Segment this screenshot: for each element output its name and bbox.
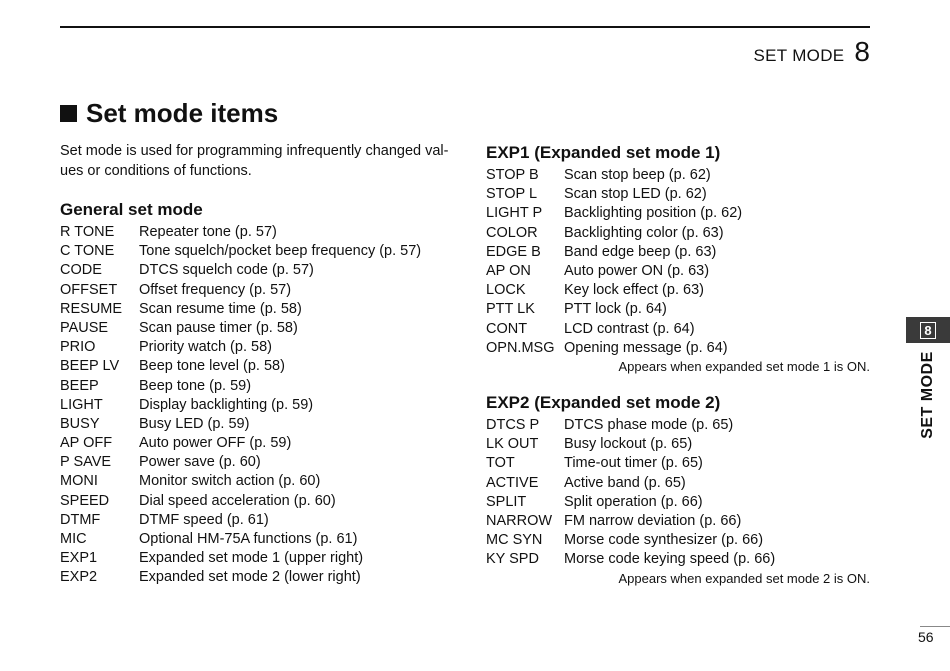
item-description: FM narrow deviation (p. 66)	[564, 512, 742, 529]
item-description: Busy lockout (p. 65)	[564, 436, 693, 453]
list-item	[60, 492, 421, 511]
list-item	[60, 281, 421, 300]
list-item	[60, 549, 421, 568]
item-code: DTMF	[60, 511, 101, 528]
item-code: BEEP	[60, 377, 99, 394]
item-code: LIGHT	[60, 396, 103, 413]
item-description: Time-out timer (p. 65)	[564, 455, 703, 472]
list-item	[486, 435, 870, 454]
item-code: OPN.MSG	[486, 339, 555, 356]
list-item	[486, 300, 870, 319]
item-description: Active band (p. 65)	[564, 474, 686, 491]
list-item	[486, 185, 870, 204]
item-code: AP OFF	[60, 435, 113, 452]
list-item	[60, 568, 421, 587]
item-description: Backlighting color (p. 63)	[564, 224, 724, 241]
list-item	[60, 434, 421, 453]
item-description: Scan resume time (p. 58)	[139, 300, 302, 317]
list-item	[486, 474, 870, 493]
item-description: Expanded set mode 1 (upper right)	[139, 550, 364, 567]
list-item	[60, 357, 421, 376]
item-code: NARROW	[486, 512, 553, 529]
side-tab-label: SET MODE	[919, 351, 936, 439]
item-code: MC SYN	[486, 532, 543, 549]
item-code: EDGE B	[486, 243, 541, 260]
item-code: KY SPD	[486, 551, 539, 568]
exp2-set-mode	[486, 392, 870, 586]
list-item	[486, 320, 870, 339]
item-description: Band edge beep (p. 63)	[564, 243, 717, 260]
exp1-title: EXP1 (Expanded set mode 1)	[486, 143, 721, 162]
list-item	[486, 166, 870, 185]
list-item	[486, 262, 870, 281]
item-description: Beep tone level (p. 58)	[139, 358, 285, 375]
item-description: Offset frequency (p. 57)	[139, 281, 292, 298]
exp2-item-list	[486, 416, 870, 570]
top-rule	[60, 26, 870, 28]
item-code: BEEP LV	[60, 358, 120, 375]
list-item	[60, 261, 421, 280]
chapter-label: SET MODE	[753, 46, 845, 65]
page-number-rule	[920, 626, 950, 627]
chapter-side-tab	[906, 317, 950, 439]
chapter-number: 8	[854, 36, 870, 67]
item-description: Display backlighting (p. 59)	[139, 396, 314, 413]
item-description: DTCS phase mode (p. 65)	[564, 417, 734, 433]
side-tab-number: 8	[920, 322, 936, 339]
list-item	[486, 224, 870, 243]
item-code: STOP B	[486, 167, 539, 183]
list-item	[60, 472, 421, 491]
item-code: LK OUT	[486, 436, 539, 453]
item-code: PTT LK	[486, 301, 535, 318]
item-description: Scan stop LED (p. 62)	[564, 186, 707, 203]
list-item	[486, 531, 870, 550]
list-item	[60, 530, 421, 549]
item-code: STOP L	[486, 186, 538, 203]
item-description: Beep tone (p. 59)	[139, 377, 252, 394]
item-code: AP ON	[486, 262, 531, 279]
item-code: OFFSET	[60, 281, 118, 298]
item-code: DTCS P	[486, 417, 540, 433]
list-item	[486, 416, 870, 435]
page-number: 56	[918, 629, 934, 645]
item-description: PTT lock (p. 64)	[564, 301, 667, 318]
list-item	[60, 300, 421, 319]
item-code: LIGHT P	[486, 205, 543, 222]
item-code: CONT	[486, 320, 528, 337]
list-item	[486, 243, 870, 262]
item-description: Tone squelch/pocket beep frequency (p. 57)	[139, 243, 422, 260]
list-item	[60, 223, 421, 242]
item-code: R TONE	[60, 224, 115, 240]
item-description: Auto power ON (p. 63)	[564, 262, 710, 279]
general-title: General set mode	[60, 200, 203, 219]
section-title-text: Set mode items	[86, 98, 279, 128]
item-code: EXP1	[60, 550, 98, 567]
general-set-mode	[60, 199, 421, 588]
item-description: Scan stop beep (p. 62)	[564, 167, 711, 183]
item-description: Morse code keying speed (p. 66)	[564, 551, 776, 568]
item-description: Auto power OFF (p. 59)	[139, 435, 292, 452]
list-item	[60, 511, 421, 530]
side-tab-label-wrap	[906, 349, 950, 441]
item-code: CODE	[60, 262, 102, 279]
item-description: Dial speed acceleration (p. 60)	[139, 492, 336, 509]
list-item	[486, 281, 870, 300]
general-item-list	[60, 223, 421, 588]
item-description: Optional HM-75A functions (p. 61)	[139, 531, 358, 547]
item-description: Backlighting position (p. 62)	[564, 205, 743, 222]
item-code: TOT	[486, 455, 515, 472]
square-bullet-icon	[60, 105, 77, 122]
item-code: PRIO	[60, 339, 96, 356]
exp1-item-list	[486, 166, 870, 358]
item-code: SPLIT	[486, 493, 527, 510]
item-description: DTCS squelch code (p. 57)	[139, 262, 314, 279]
list-item	[60, 338, 421, 357]
chapter-header	[754, 36, 870, 68]
exp1-set-mode	[486, 142, 870, 374]
item-description: Monitor switch action (p. 60)	[139, 473, 321, 490]
side-tab-number-box	[906, 317, 950, 343]
list-item	[60, 415, 421, 434]
intro-paragraph: Set mode is used for programming infrequently changed val-ues or conditions of functions.	[60, 143, 449, 179]
item-description: Expanded set mode 2 (lower right)	[139, 569, 361, 586]
list-item	[60, 242, 421, 261]
list-item	[60, 319, 421, 338]
item-description: Priority watch (p. 58)	[139, 339, 272, 356]
item-code: BUSY	[60, 415, 100, 432]
list-item	[60, 396, 421, 415]
item-code: C TONE	[60, 243, 115, 260]
item-description: LCD contrast (p. 64)	[564, 320, 695, 337]
item-code: SPEED	[60, 492, 110, 509]
item-description: Repeater tone (p. 57)	[139, 224, 277, 240]
exp2-title: EXP2 (Expanded set mode 2)	[486, 393, 721, 412]
list-item	[486, 204, 870, 223]
section-title	[60, 98, 278, 129]
item-code: EXP2	[60, 569, 98, 586]
item-code: PAUSE	[60, 319, 109, 336]
item-description: Scan pause timer (p. 58)	[139, 319, 298, 336]
item-description: Key lock effect (p. 63)	[564, 282, 704, 299]
item-code: MONI	[60, 473, 98, 490]
exp1-note: Appears when expanded set mode 1 is ON.	[618, 358, 870, 374]
list-item	[486, 550, 870, 569]
list-item	[486, 454, 870, 473]
list-item	[60, 453, 421, 472]
item-description: Opening message (p. 64)	[564, 339, 728, 356]
exp2-note: Appears when expanded set mode 2 is ON.	[618, 570, 870, 586]
item-description: Morse code synthesizer (p. 66)	[564, 532, 764, 549]
item-description: Busy LED (p. 59)	[139, 415, 250, 432]
list-item	[486, 512, 870, 531]
item-code: P SAVE	[60, 454, 112, 471]
list-item	[486, 339, 870, 358]
item-description: Split operation (p. 66)	[564, 493, 703, 510]
item-code: MIC	[60, 531, 87, 547]
item-code: COLOR	[486, 224, 538, 241]
item-description: DTMF speed (p. 61)	[139, 511, 269, 528]
list-item	[60, 377, 421, 396]
list-item	[486, 493, 870, 512]
item-code: LOCK	[486, 282, 526, 299]
item-description: Power save (p. 60)	[139, 454, 261, 471]
item-code: RESUME	[60, 300, 123, 317]
item-code: ACTIVE	[486, 474, 539, 491]
